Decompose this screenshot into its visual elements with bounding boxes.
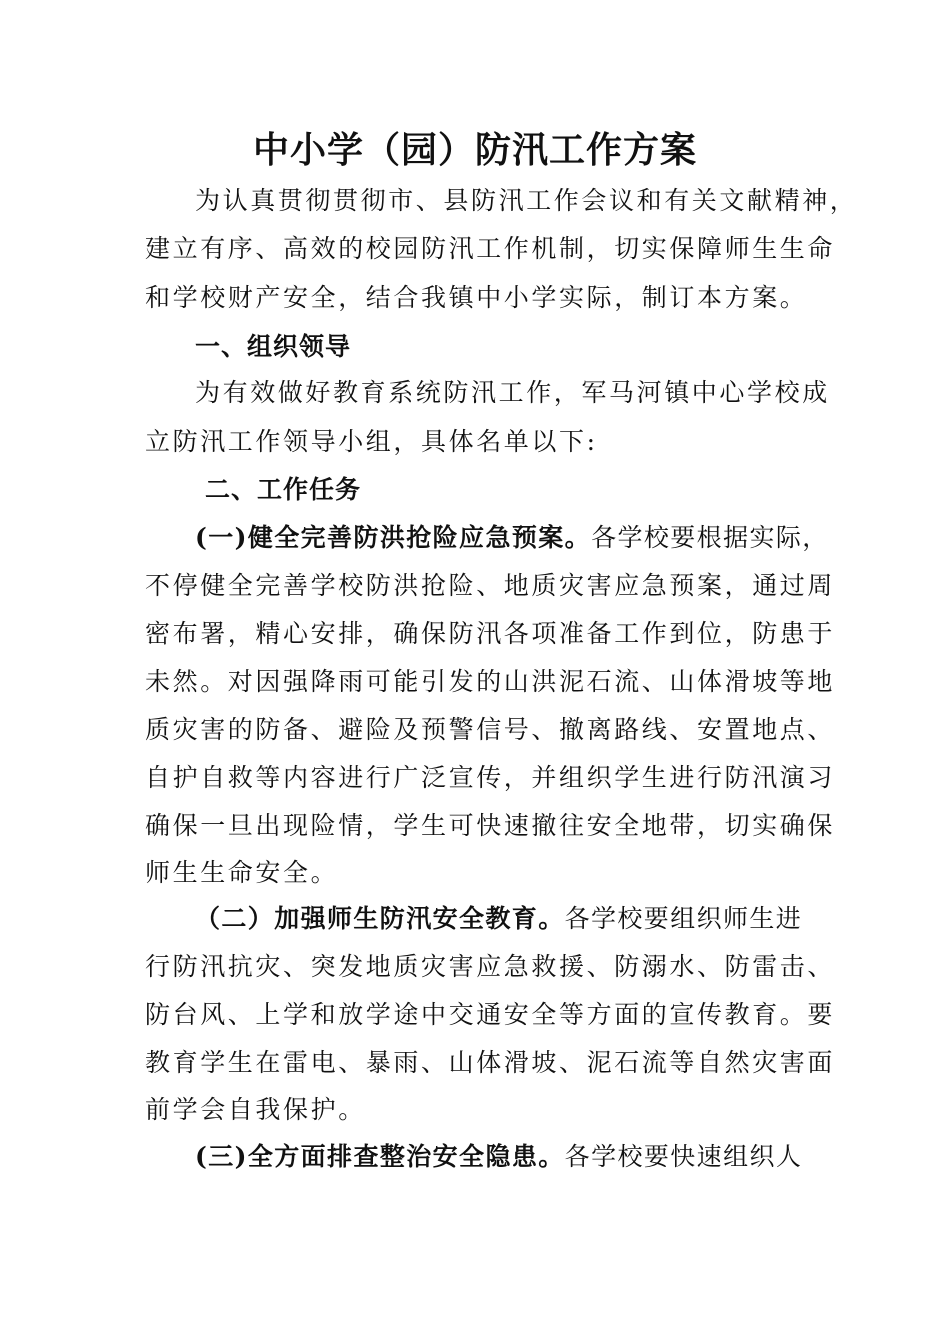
item3-lead: (三)全方面排查整治安全隐患。 — [195, 1142, 565, 1171]
intro-line-1: 为认真贯彻贯彻市、县防汛工作会议和有关文献精神， — [195, 186, 858, 215]
item1-line-8: 师生生命安全。 — [145, 858, 339, 887]
intro-line-2: 建立有序、高效的校园防汛工作机制，切实保障师生生命 — [145, 234, 836, 263]
item2-lead: （二）加强师生防汛安全教育。 — [195, 904, 565, 933]
item1-line-2: 不停健全完善学校防洪抢险、地质灾害应急预案，通过周 — [145, 571, 836, 600]
item1-line-4: 未然。对因强降雨可能引发的山洪泥石流、山体滑坡等地 — [145, 667, 836, 696]
section1-line-2: 立防汛工作领导小组，具体名单以下: — [145, 427, 598, 456]
item1-rest: 各学校要根据实际， — [591, 523, 829, 552]
section1-line-1: 为有效做好教育系统防汛工作，军马河镇中心学校成 — [195, 378, 830, 407]
intro-line-3: 和学校财产安全，结合我镇中小学实际，制订本方案。 — [145, 283, 808, 312]
item2-line-4: 教育学生在雷电、暴雨、山体滑坡、泥石流等自然灾害面 — [145, 1048, 836, 1077]
item3-rest: 各学校要快速组织人 — [564, 1142, 803, 1171]
item1-line-1 — [145, 518, 829, 558]
item1-line-7: 确保一旦出现险情，学生可快速撤往安全地带，切实确保 — [145, 811, 836, 840]
section-heading-organization: 一、组织领导 — [195, 332, 352, 361]
item1-line-3: 密布署，精心安排，确保防汛各项准备工作到位，防患于 — [145, 619, 836, 648]
item2-line-5: 前学会自我保护。 — [145, 1095, 366, 1124]
item1-line-5: 质灾害的防备、避险及预警信号、撤离路线、安置地点、 — [145, 715, 836, 744]
document-title: 中小学（园）防汛工作方案 — [252, 129, 697, 171]
item1-lead: (一)健全完善防洪抢险应急预案。 — [195, 523, 592, 552]
item2-rest: 各学校要组织师生进 — [564, 904, 803, 933]
item2-line-3: 防台风、上学和放学途中交通安全等方面的宣传教育。要 — [145, 1000, 836, 1029]
section-heading-tasks: 二、工作任务 — [205, 475, 362, 504]
item2-line-2: 行防汛抗灾、突发地质灾害应急救援、防溺水、防雷击、 — [145, 952, 836, 981]
item3-line-1 — [145, 1137, 825, 1177]
item2-line-1 — [145, 899, 825, 939]
item1-line-6: 自护自救等内容进行广泛宣传，并组织学生进行防汛演习 — [145, 763, 836, 792]
